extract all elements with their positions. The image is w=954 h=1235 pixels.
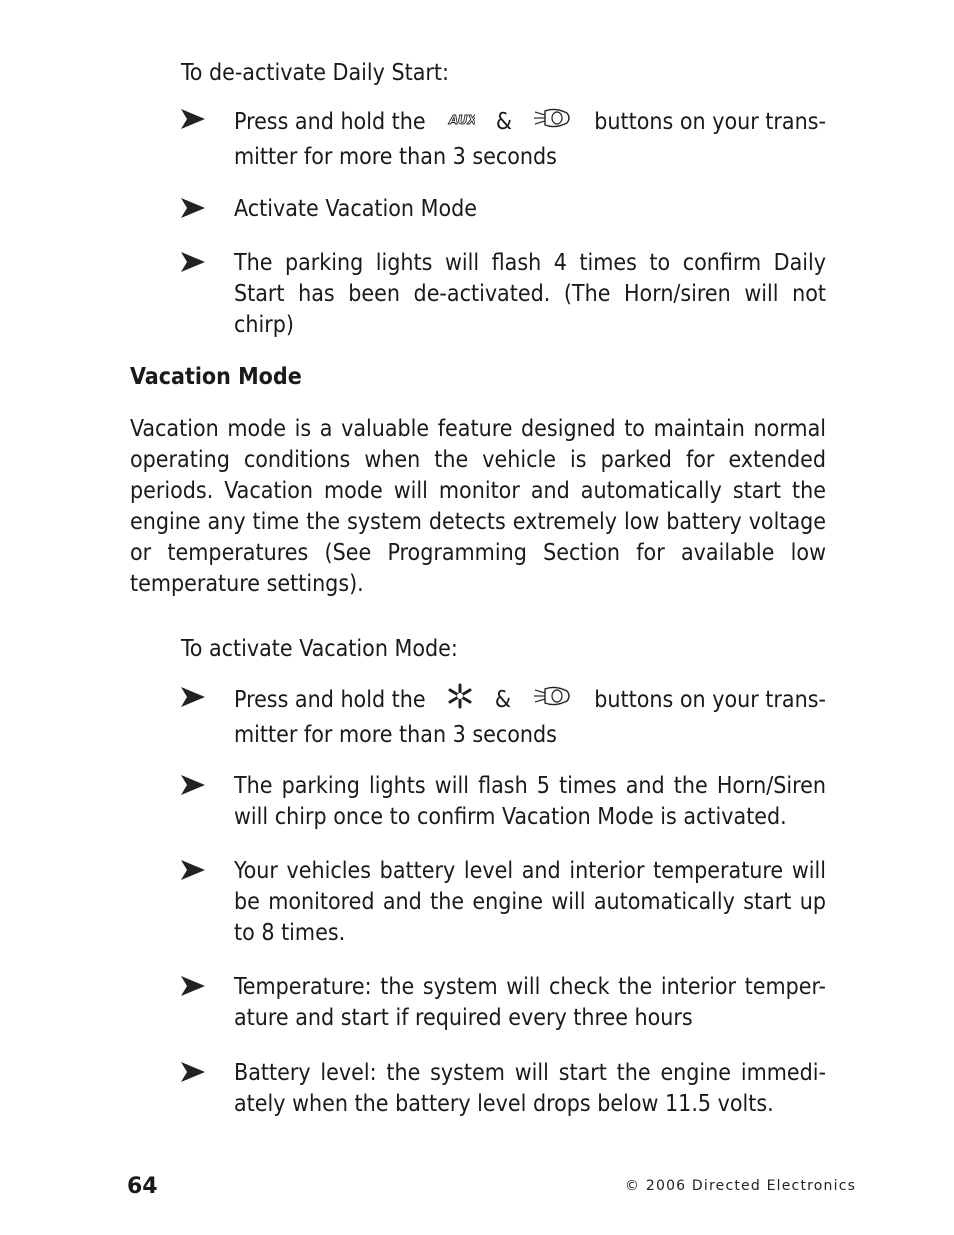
snowflake-button-icon: [447, 683, 473, 718]
list-item-text: buttons on your trans-: [594, 109, 826, 135]
list-item-text: Press and hold the: [234, 109, 426, 135]
start-button-icon: [533, 683, 573, 718]
vacation-intro-paragraph: Vacation mode is a valuable feature designed to maintain normal operating conditions when the vehicle is parked for extended periods. Vacation mode will monitor and automatically start the engine any time the system detects extremely low battery voltage or temperatures (See Programming Section for available low temperature settings).: [130, 416, 826, 597]
aux-button-icon: [447, 107, 475, 138]
bullet-arrow-icon: [180, 859, 210, 883]
bullet-arrow-icon: [180, 686, 210, 710]
list-item: The parking lights will flash 4 times to confirm Daily Start has been de-activated. (The Horn/siren will not chirp): [234, 250, 826, 338]
bullet-arrow-icon: [180, 197, 210, 221]
list-item: The parking lights will flash 5 times and the Horn/Siren will chirp once to confirm Vacation Mode is activated.: [234, 773, 826, 830]
daily-start-lead: To de-activate Daily Start:: [181, 60, 449, 86]
ampersand-text: &: [495, 109, 513, 135]
list-item: Your vehicles battery level and interior temperature will be monitored and the engine will automatically start up to 8 times.: [234, 858, 826, 946]
section-heading: Vacation Mode: [130, 364, 302, 390]
page-number: 64: [127, 1174, 158, 1199]
list-item-text: mitter for more than 3 seconds: [234, 722, 557, 748]
svg-text:AUX: AUX: [448, 113, 475, 127]
bullet-arrow-icon: [180, 774, 210, 798]
list-item-text: Press and hold the: [234, 687, 426, 713]
list-item: Battery level: the system will start the engine immedi-ately when the battery level drops below 11.5 volts.: [234, 1060, 826, 1117]
bullet-arrow-icon: [180, 108, 210, 132]
bullet-arrow-icon: [180, 975, 210, 999]
start-button-icon: [533, 105, 573, 140]
vacation-lead: To activate Vacation Mode:: [181, 636, 458, 662]
bullet-arrow-icon: [180, 1061, 210, 1085]
ampersand-text: &: [494, 687, 512, 713]
list-item-text: mitter for more than 3 seconds: [234, 144, 557, 170]
list-item: Activate Vacation Mode: [234, 196, 478, 222]
bullet-arrow-icon: [180, 251, 210, 275]
copyright-notice: © 2006 Directed Electronics: [625, 1178, 857, 1194]
list-item: [234, 105, 826, 173]
list-item-text: buttons on your trans-: [594, 687, 826, 713]
list-item: Temperature: the system will check the interior temper-ature and start if required every three hours: [234, 974, 826, 1031]
list-item: [234, 683, 826, 751]
